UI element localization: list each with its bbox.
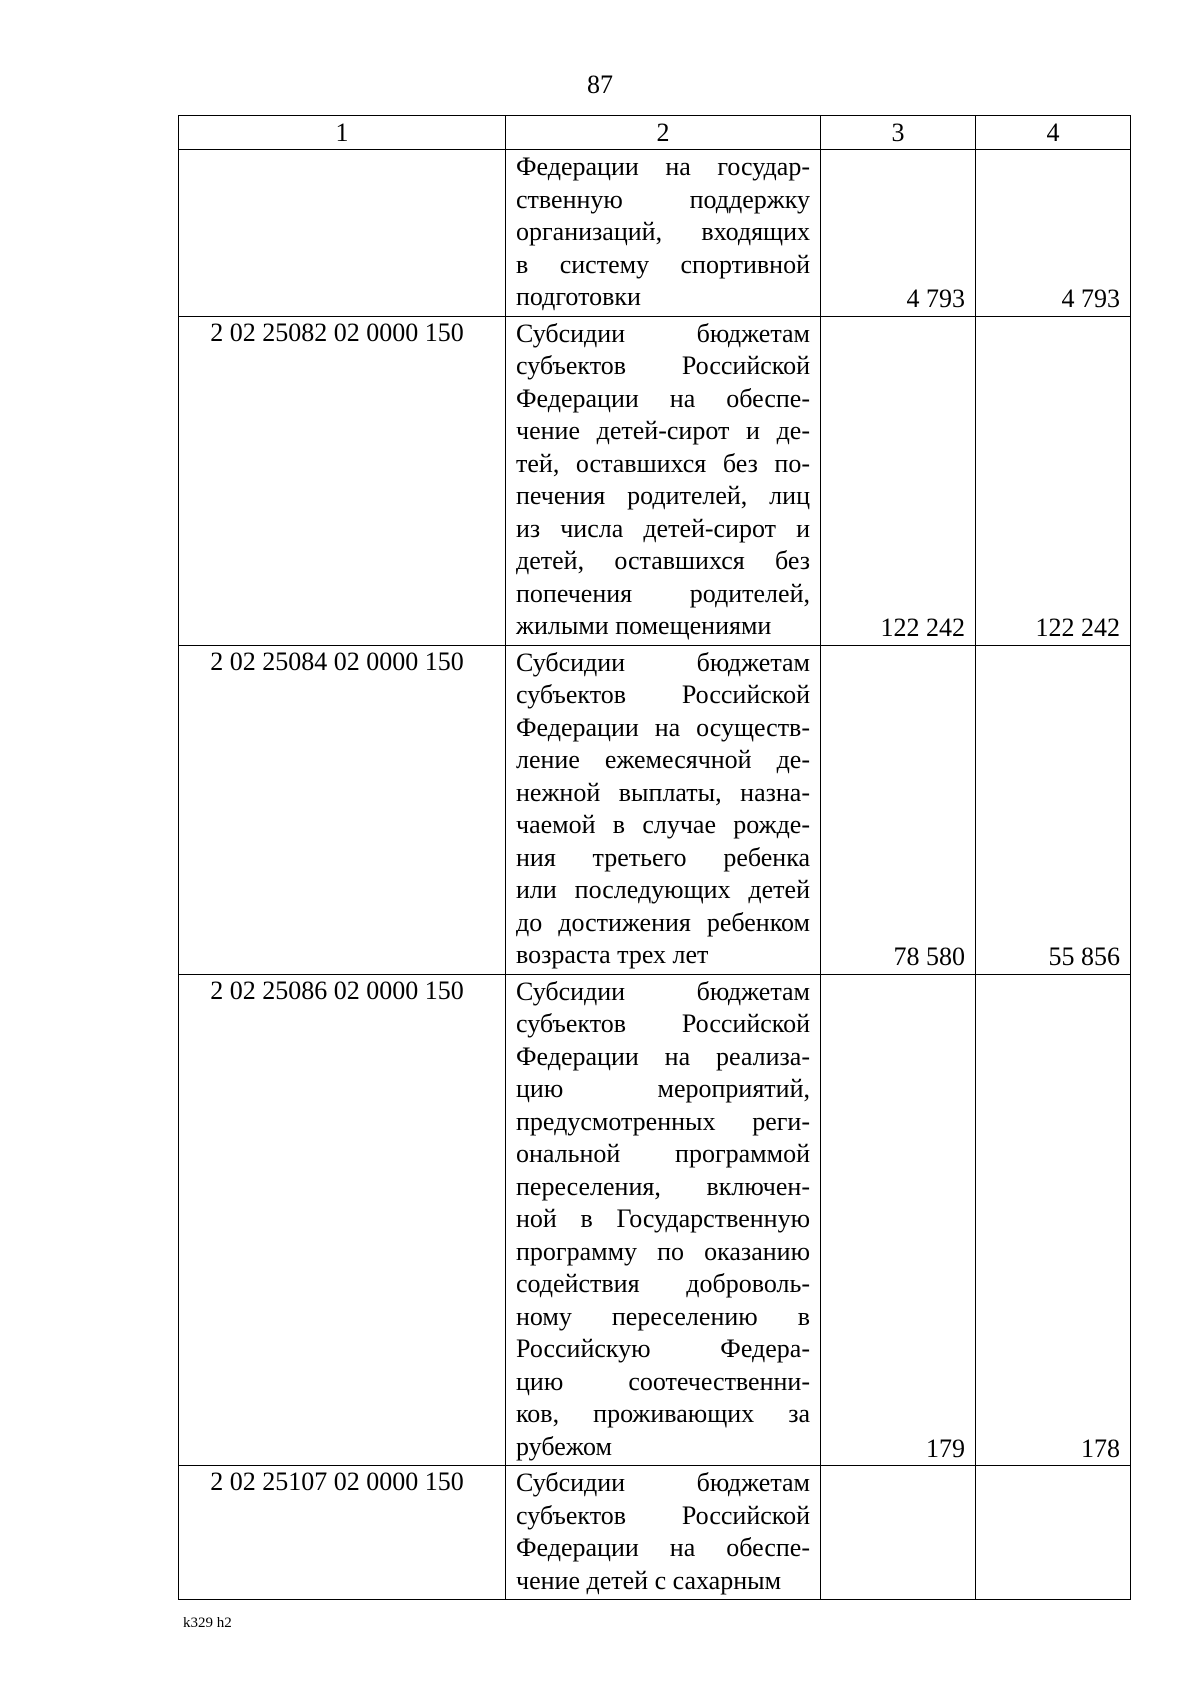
description-cell	[506, 316, 821, 645]
description-line: субъектов Российской	[516, 1500, 810, 1530]
description-line: программу по оказанию	[516, 1236, 810, 1266]
amount-column-4-cell: 178	[976, 974, 1131, 1466]
description-line: ной в Государственную	[516, 1204, 810, 1233]
table-header-row	[179, 116, 1131, 150]
amount-column-3-cell: 4 793	[821, 150, 976, 317]
column-header-4: 4	[976, 116, 1131, 150]
description-line: Федерации на обеспе-	[516, 1533, 810, 1562]
description-line: цию соотечественни-	[516, 1366, 810, 1396]
description-line: жилыми помещениями	[516, 611, 772, 640]
description-line: ния третьего ребенка	[516, 842, 810, 872]
description-line: предусмотренных реги-	[516, 1106, 810, 1136]
description-line: Субсидии бюджетам	[516, 318, 810, 348]
description-line: возраста трех лет	[516, 940, 709, 969]
description-line: чение детей-сирот и де-	[516, 416, 810, 445]
description-line: Субсидии бюджетам	[516, 976, 810, 1006]
budget-code-cell: 2 02 25084 02 0000 150	[179, 645, 506, 974]
budget-code-cell: 2 02 25107 02 0000 150	[179, 1466, 506, 1600]
description-line: Федерации на реализа-	[516, 1041, 810, 1071]
amount-column-3-cell: 122 242	[821, 316, 976, 645]
description-line: ление ежемесячной де-	[516, 745, 810, 774]
description-cell	[506, 1466, 821, 1600]
description-line: субъектов Российской	[516, 351, 810, 380]
description-line: Федерации на осуществ-	[516, 712, 810, 742]
description-line: чаемой в случае рожде-	[516, 810, 810, 839]
footer-code: k329 h2	[183, 1615, 232, 1631]
budget-table	[178, 115, 1131, 1600]
description-line: нежной выплаты, назна-	[516, 777, 810, 807]
description-line: до достижения ребенком	[516, 907, 810, 937]
amount-column-3-cell	[821, 1466, 976, 1600]
description-line: ональной программой	[516, 1139, 810, 1168]
budget-code-cell	[179, 150, 506, 317]
amount-column-3-cell: 78 580	[821, 645, 976, 974]
description-line: печения родителей, лиц	[516, 481, 810, 510]
table-row	[179, 150, 1131, 317]
amount-column-4-cell: 55 856	[976, 645, 1131, 974]
description-line: тей, оставшихся без по-	[516, 448, 810, 478]
description-line: ков, проживающих за	[516, 1399, 810, 1428]
description-line: Субсидии бюджетам	[516, 1468, 810, 1497]
description-line: Субсидии бюджетам	[516, 647, 810, 677]
description-cell	[506, 974, 821, 1466]
table-body	[179, 150, 1131, 1600]
description-line: субъектов Российской	[516, 680, 810, 709]
description-line: ственную поддержку	[516, 184, 810, 214]
description-line: чение детей с сахарным	[516, 1565, 782, 1595]
description-line: попечения родителей,	[516, 578, 810, 608]
amount-column-4-cell	[976, 1466, 1131, 1600]
amount-column-3-cell: 179	[821, 974, 976, 1466]
description-line: рубежом	[516, 1431, 613, 1461]
description-line: содействия доброволь-	[516, 1269, 810, 1298]
description-line: ному переселению в	[516, 1301, 810, 1331]
description-line: подготовки	[516, 282, 641, 311]
budget-code-cell: 2 02 25082 02 0000 150	[179, 316, 506, 645]
description-line: детей, оставшихся без	[516, 546, 810, 575]
page-number: 87	[587, 70, 613, 99]
description-line: субъектов Российской	[516, 1009, 810, 1038]
table-row	[179, 316, 1131, 645]
table-row	[179, 974, 1131, 1466]
description-line: Федерации на государ-	[516, 152, 810, 181]
table-row	[179, 645, 1131, 974]
description-line: цию мероприятий,	[516, 1074, 810, 1103]
description-cell	[506, 150, 821, 317]
column-header-2: 2	[506, 116, 821, 150]
budget-code-cell: 2 02 25086 02 0000 150	[179, 974, 506, 1466]
amount-column-4-cell: 122 242	[976, 316, 1131, 645]
description-line: организаций, входящих	[516, 217, 810, 246]
amount-column-4-cell: 4 793	[976, 150, 1131, 317]
description-line: или последующих детей	[516, 875, 810, 904]
description-line: переселения, включен-	[516, 1171, 810, 1201]
description-line: Федерации на обеспе-	[516, 383, 810, 413]
description-line: Российскую Федера-	[516, 1334, 810, 1363]
column-header-1: 1	[179, 116, 506, 150]
description-cell	[506, 645, 821, 974]
column-header-3: 3	[821, 116, 976, 150]
description-line: в систему спортивной	[516, 249, 810, 279]
table-row	[179, 1466, 1131, 1600]
description-line: из числа детей-сирот и	[516, 513, 810, 543]
